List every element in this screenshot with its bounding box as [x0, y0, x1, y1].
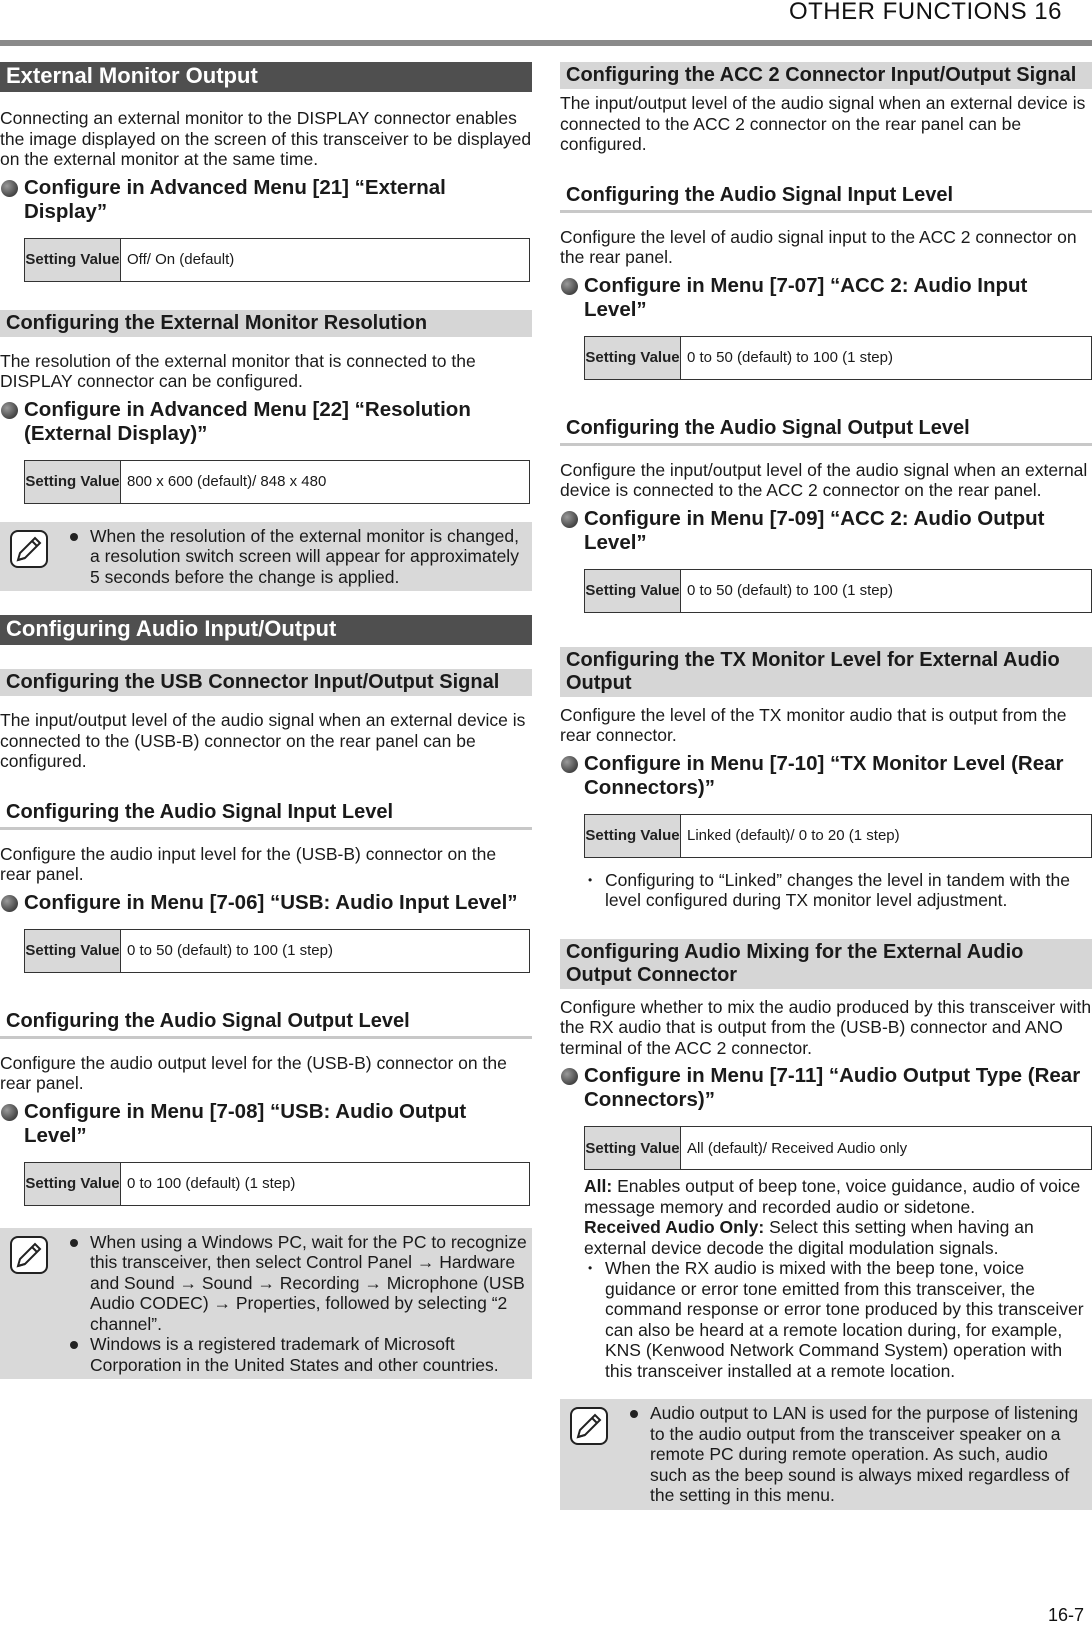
- menu-instruction-text: Configure in Menu [7-10] “TX Monitor Level (Rear Connectors)”: [584, 751, 1064, 799]
- setting-label: Setting Value: [585, 1127, 681, 1169]
- note-item: When using a Windows PC, wait for the PC to recognize this transceiver, then select Control Panel → Hardware and Sound → Sound → Recording → Microphone (USB Audio CODEC) → Properties, followed by selecting “2 channel”.: [68, 1232, 528, 1335]
- note-box: [0, 1228, 532, 1380]
- setting-label: Setting Value: [25, 1163, 121, 1205]
- note-list: [50, 526, 528, 588]
- subsection-title-output-level: Configuring the Audio Signal Output Level: [560, 414, 1092, 446]
- paragraph: Connecting an external monitor to the DISPLAY connector enables the image displayed on the screen of this transceiver to be displayed on the external monitor at the same time.: [0, 108, 532, 169]
- menu-instruction: [0, 398, 532, 446]
- setting-value: 0 to 100 (default) (1 step): [127, 1175, 296, 1192]
- setting-table: [24, 1162, 530, 1206]
- paragraph: Configure whether to mix the audio produced by this transceiver with the RX audio that is output from the (USB-B) connector and ANO terminal of the ACC 2 connector.: [560, 996, 1092, 1058]
- menu-instruction-text: Configure in Menu [7-08] “USB: Audio Output Level”: [24, 1099, 467, 1147]
- section-title-tx-monitor: Configuring the TX Monitor Level for External Audio Output: [560, 647, 1092, 697]
- paragraph: The input/output level of the audio signal when an external device is connected to the ACC 2 connector on the rear panel can be configured.: [560, 93, 1086, 154]
- subsection-title-output-level: Configuring the Audio Signal Output Level: [0, 1007, 532, 1039]
- paragraph: The resolution of the external monitor that is connected to the DISPLAY connector can be configured.: [0, 350, 476, 391]
- setting-value: Linked (default)/ 0 to 20 (1 step): [687, 827, 900, 844]
- section-title-usb-connector: Configuring the USB Connector Input/Output Signal: [0, 669, 532, 696]
- left-column: [0, 62, 532, 1403]
- circle-bullet-icon: [561, 1068, 578, 1085]
- bullet-note: • Configuring to “Linked” changes the level in tandem with the level configured during TX monitor level adjustment.: [560, 870, 1092, 911]
- setting-label: Setting Value: [585, 815, 681, 857]
- note-list: [610, 1403, 1088, 1506]
- setting-label: Setting Value: [25, 239, 121, 281]
- setting-table: [584, 1126, 1092, 1170]
- definition-text: Select this setting when having an external device decode the digital modulation signals.: [584, 1217, 1034, 1258]
- note-item: Windows is a registered trademark of Microsoft Corporation in the United States and other countries.: [68, 1334, 528, 1375]
- section-title-audio-mixing: Configuring Audio Mixing for the External Audio Output Connector: [560, 939, 1092, 989]
- menu-instruction-text: Configure in Advanced Menu [22] “Resolution (External Display)”: [24, 397, 471, 445]
- setting-table: [24, 929, 530, 973]
- circle-bullet-icon: [561, 278, 578, 295]
- setting-value: All (default)/ Received Audio only: [687, 1139, 908, 1157]
- circle-bullet-icon: [1, 895, 18, 912]
- setting-table: [584, 569, 1092, 613]
- circle-bullet-icon: [1, 1104, 18, 1121]
- paragraph: The input/output level of the audio signal when an external device is connected to the (USB-B) connector on the rear panel can be configured.: [0, 710, 526, 771]
- subsection-title-input-level: Configuring the Audio Signal Input Level: [560, 181, 1092, 213]
- section-title-resolution: Configuring the External Monitor Resolution: [0, 310, 532, 337]
- circle-bullet-icon: [1, 402, 18, 419]
- definition-term: Received Audio Only:: [584, 1217, 765, 1237]
- circle-bullet-icon: [1, 180, 18, 197]
- menu-instruction-text: Configure in Menu [7-06] “USB: Audio Input Level”: [24, 890, 518, 914]
- page-number: 16-7: [1047, 1605, 1084, 1625]
- paragraph: Configure the audio input level for the (USB-B) connector on the rear panel.: [0, 843, 497, 884]
- definition-term: All:: [584, 1176, 613, 1196]
- setting-value: 0 to 50 (default) to 100 (1 step): [687, 582, 893, 599]
- menu-instruction-text: Configure in Menu [7-07] “ACC 2: Audio Input Level”: [584, 273, 1028, 321]
- menu-instruction-text: Configure in Advanced Menu [21] “External Display”: [24, 175, 446, 223]
- menu-instruction: [0, 891, 532, 915]
- pencil-note-icon: [568, 1405, 610, 1447]
- section-title-acc2: Configuring the ACC 2 Connector Input/Output Signal: [560, 62, 1092, 89]
- definition-received-audio: [560, 1217, 1092, 1258]
- setting-label: Setting Value: [25, 930, 121, 972]
- menu-instruction: [0, 1100, 532, 1148]
- right-column: [560, 62, 1092, 1534]
- note-item: When the resolution of the external monitor is changed, a resolution switch screen will appear for approximately 5 seconds before the change is applied.: [68, 526, 528, 588]
- menu-instruction-text: Configure in Menu [7-11] “Audio Output Type (Rear Connectors)”: [584, 1064, 1081, 1111]
- menu-instruction: [560, 507, 1092, 555]
- setting-table: [24, 460, 530, 504]
- circle-bullet-icon: [561, 756, 578, 773]
- note-item: Audio output to LAN is used for the purpose of listening to the audio output from the transceiver speaker on a remote PC during remote operation. As such, audio such as the beep sound is always mixed regardless of the setting in this menu.: [628, 1403, 1088, 1506]
- note-box: [560, 1399, 1092, 1510]
- setting-table: [584, 814, 1092, 858]
- setting-table: [584, 336, 1092, 380]
- setting-value: Off/ On (default): [127, 251, 235, 268]
- setting-label: Setting Value: [585, 570, 681, 612]
- definition-all: [560, 1176, 1092, 1217]
- paragraph: Configure the input/output level of the audio signal when an external device is connected to the ACC 2 connector on the rear panel.: [560, 459, 1088, 500]
- pencil-note-icon: [8, 528, 50, 570]
- header-rule: [0, 40, 1092, 46]
- menu-instruction: [560, 274, 1092, 322]
- paragraph: Configure the level of the TX monitor audio that is output from the rear connector.: [560, 704, 1067, 745]
- note-box: [0, 522, 532, 592]
- subsection-title-input-level: Configuring the Audio Signal Input Level: [0, 798, 532, 830]
- paragraph: Configure the level of audio signal input to the ACC 2 connector on the rear panel.: [560, 226, 1077, 267]
- setting-label: Setting Value: [25, 461, 121, 503]
- setting-value: 0 to 50 (default) to 100 (1 step): [127, 942, 333, 959]
- note-list: [50, 1232, 528, 1376]
- menu-instruction: [560, 752, 1092, 800]
- menu-instruction-text: Configure in Menu [7-09] “ACC 2: Audio Output Level”: [584, 506, 1045, 554]
- setting-label: Setting Value: [585, 337, 681, 379]
- pencil-note-icon: [8, 1234, 50, 1276]
- setting-table: [24, 238, 530, 282]
- setting-value: 800 x 600 (default)/ 848 x 480: [127, 473, 327, 490]
- circle-bullet-icon: [561, 511, 578, 528]
- section-title-audio-io: Configuring Audio Input/Output: [0, 615, 532, 645]
- menu-instruction: [560, 1064, 1092, 1112]
- section-title-external-monitor-output: External Monitor Output: [0, 62, 532, 92]
- paragraph: Configure the audio output level for the (USB-B) connector on the rear panel.: [0, 1052, 507, 1093]
- definition-text: Enables output of beep tone, voice guidance, audio of voice message memory and recorded audio or sidetone.: [584, 1176, 1081, 1217]
- chapter-header: OTHER FUNCTIONS 16: [788, 0, 1062, 25]
- menu-instruction: [0, 176, 532, 224]
- bullet-note: • When the RX audio is mixed with the beep tone, voice guidance or error tone emitted from this transceiver, the command response or error tone produced by this transceiver can also be heard at a remote location during, for example, KNS (Kenwood Network Command System) operation with this transceiver installed at a remote location.: [560, 1258, 1092, 1381]
- setting-value: 0 to 50 (default) to 100 (1 step): [687, 349, 893, 366]
